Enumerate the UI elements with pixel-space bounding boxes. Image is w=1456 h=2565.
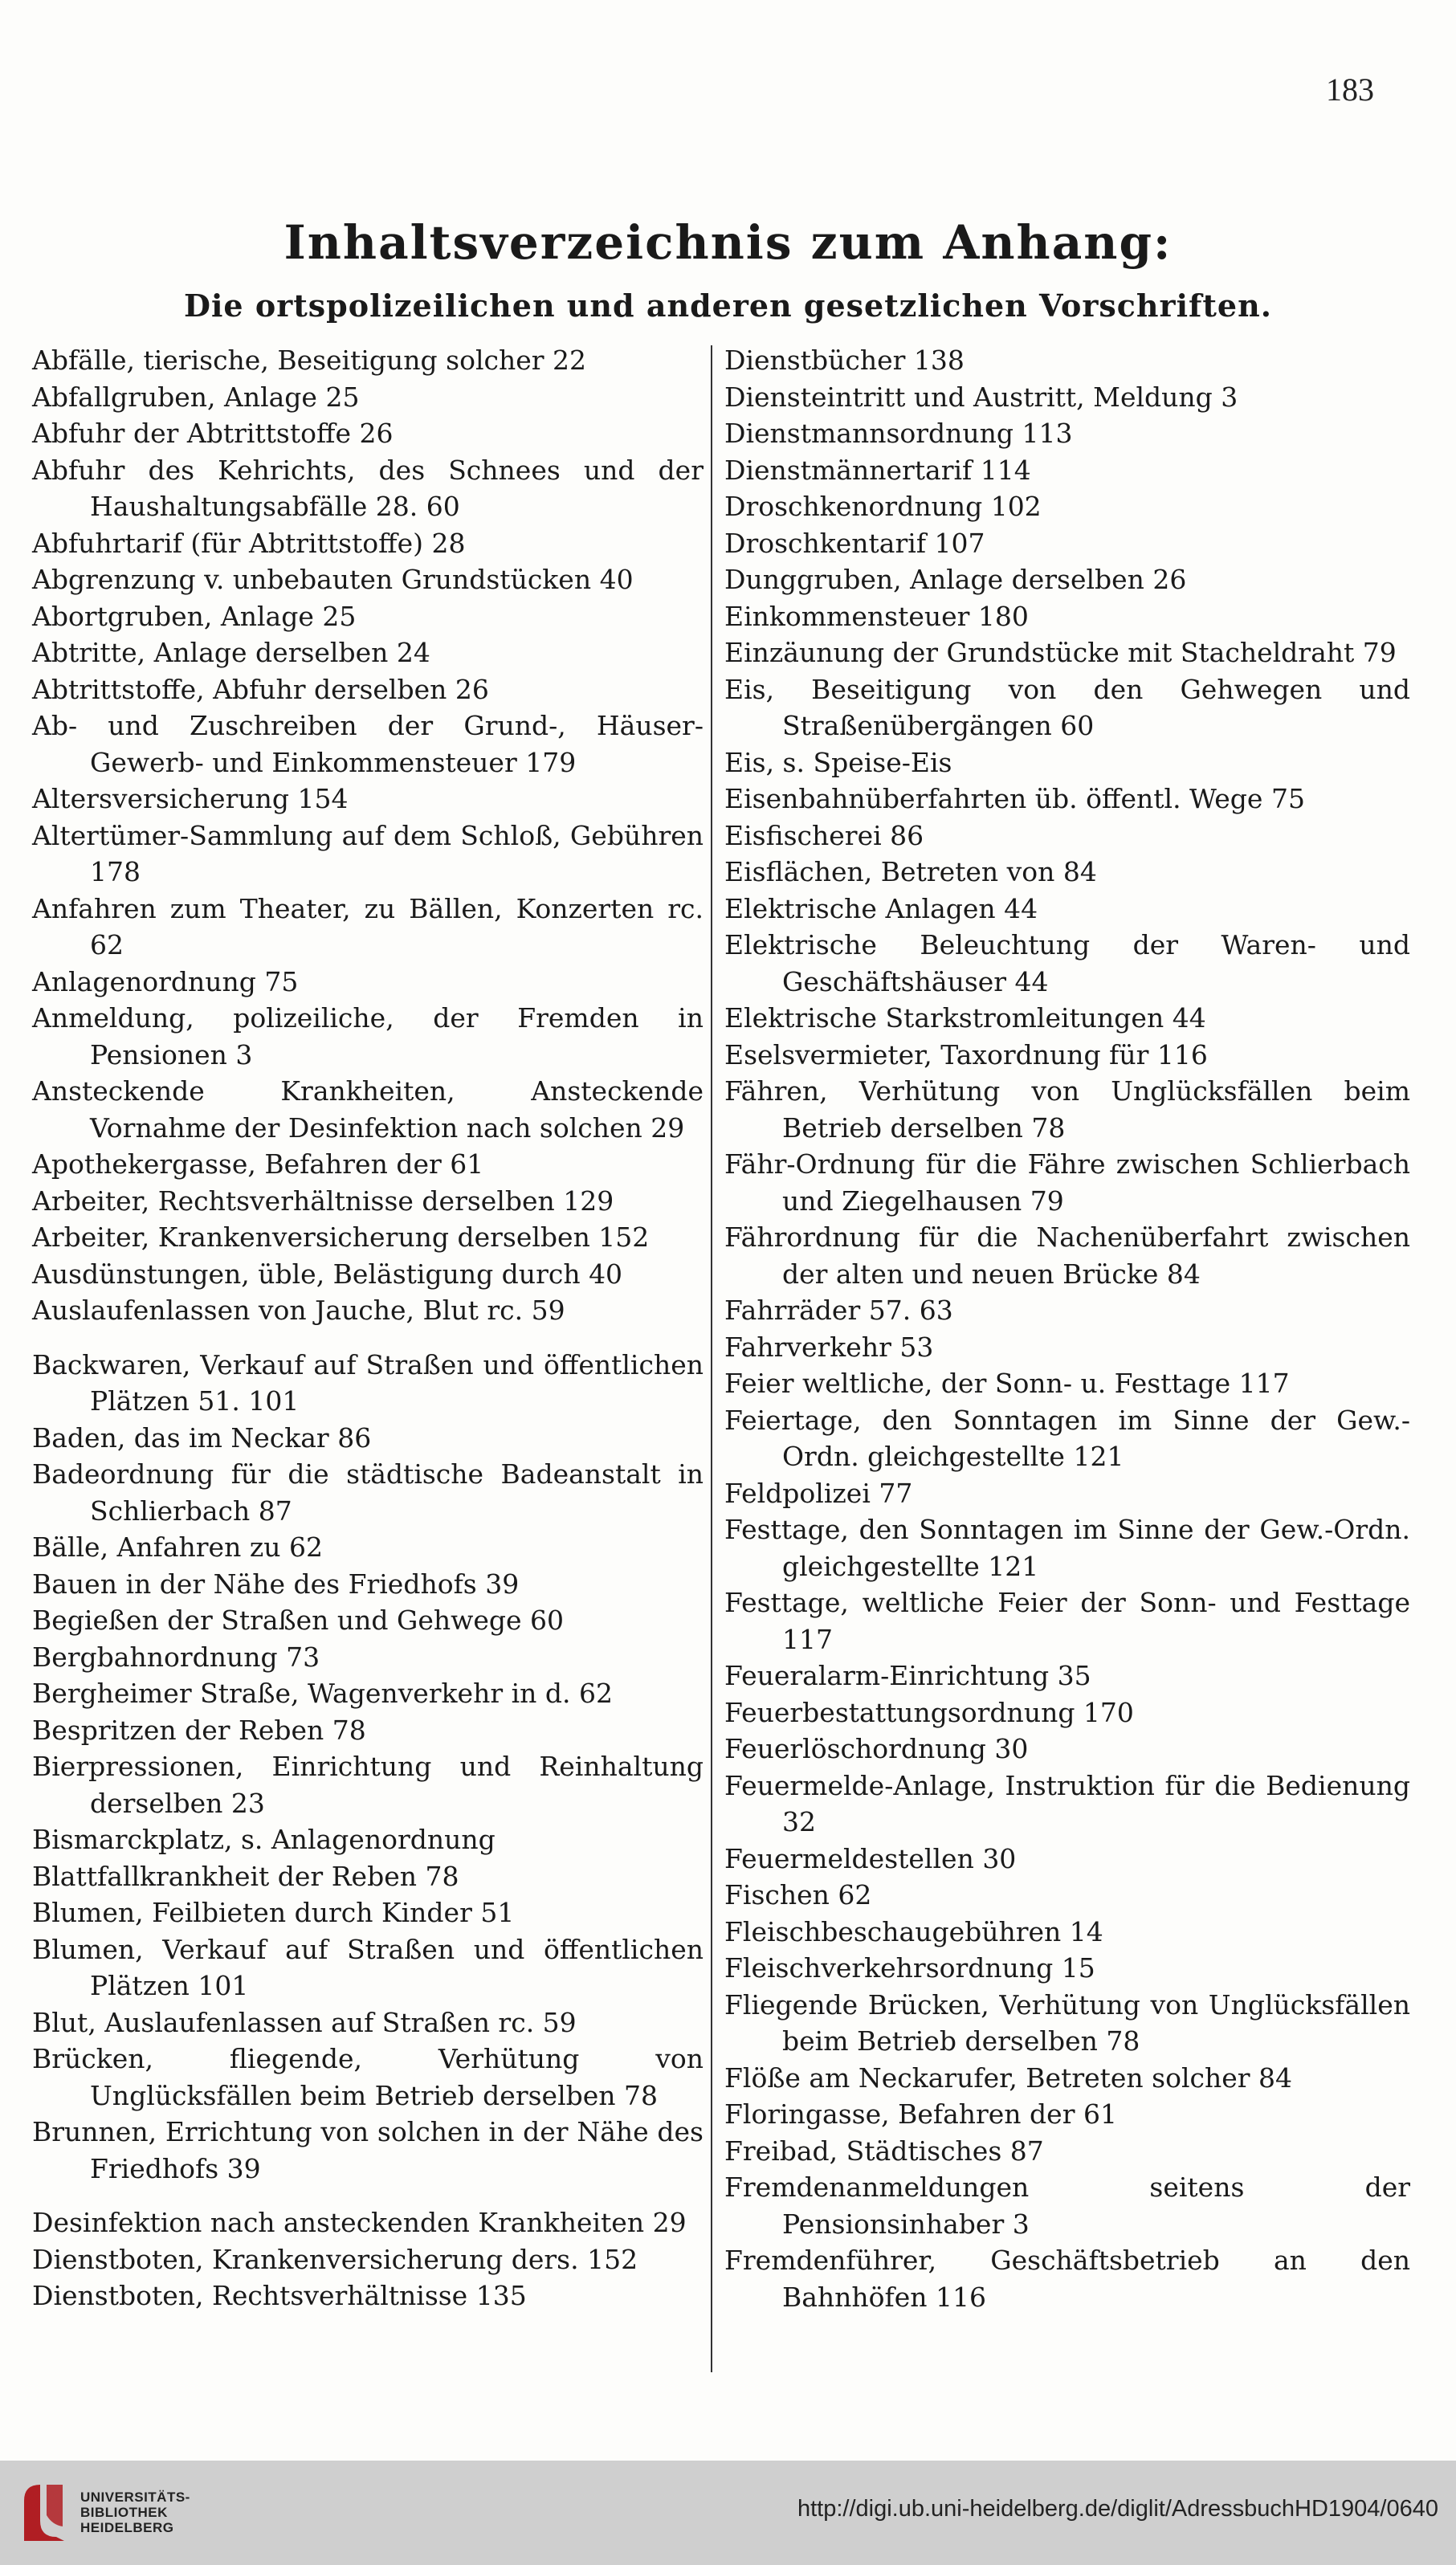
index-entry: Abfuhrtarif (für Abtrittstoffe) 28 <box>32 527 466 559</box>
index-entry: Blattfallkrankheit der Reben 78 <box>32 1860 459 1892</box>
index-entry: Dienstboten, Rechtsverhältnisse 135 <box>32 2280 527 2311</box>
index-entry: Bismarckplatz, s. Anlagenordnung <box>32 1824 496 1855</box>
index-entry: Droschkentarif 107 <box>724 527 985 559</box>
index-entry: Flöße am Neckarufer, Betreten solcher 84 <box>724 2061 1293 2094</box>
index-entry: Backwaren, Verkauf auf Straßen und öffentlichen Plätzen 51. 101 <box>32 1348 704 1417</box>
index-entry: Elektrische Starkstromleitungen 44 <box>724 1002 1206 1034</box>
index-column-right <box>724 342 1410 2366</box>
index-entry: Altertümer-Sammlung auf dem Schloß, Gebühren 178 <box>32 819 704 887</box>
index-entry: Fahrverkehr 53 <box>724 1331 934 1363</box>
page-subtitle: Die ortspolizeilichen und anderen gesetzlichen Vorschriften. <box>184 287 1272 324</box>
index-entry: Fremdenführer, Geschäftsbetrieb an den Bahnhöfen 116 <box>724 2245 1410 2313</box>
index-entry: Anlagenordnung 75 <box>32 965 299 997</box>
index-entry: Abfuhr des Kehrichts, des Schnees und der Haushaltungsabfälle 28. 60 <box>32 454 704 522</box>
index-entry: Bälle, Anfahren zu 62 <box>32 1531 323 1563</box>
index-entry: Feldpolizei 77 <box>724 1477 913 1509</box>
index-entry: Eisfischerei 86 <box>724 819 924 851</box>
index-entry: Anmeldung, polizeiliche, der Fremden in Pensionen 3 <box>32 1002 704 1070</box>
entry-gap <box>32 2187 704 2204</box>
index-entry: Blumen, Verkauf auf Straßen und öffentlichen Plätzen 101 <box>32 1933 704 2001</box>
index-entry: Feuerbestattungsordnung 170 <box>724 1696 1134 1728</box>
index-entry: Feuermelde-Anlage, Instruktion für die Bedienung 32 <box>724 1769 1410 1837</box>
index-entry: Abfuhr der Abtrittstoffe 26 <box>32 418 394 449</box>
index-entry: Abgrenzung v. unbebauten Grundstücken 40 <box>32 564 634 595</box>
index-entry: Bespritzen der Reben 78 <box>32 1714 366 1746</box>
index-entry: Fliegende Brücken, Verhütung von Unglücksfällen beim Betrieb derselben 78 <box>724 1988 1410 2057</box>
page-title: Inhaltsverzeichnis zum Anhang: <box>283 215 1173 270</box>
ub-heidelberg-logo-icon <box>16 2477 72 2549</box>
index-entry: Fähr-Ordnung für die Fähre zwischen Schlierbach und Ziegelhausen 79 <box>724 1148 1410 1217</box>
index-entry: Bergbahnordnung 73 <box>32 1641 320 1673</box>
index-entry: Abortgruben, Anlage 25 <box>32 600 357 632</box>
index-entry: Fremdenanmeldungen seitens der Pensionsinhaber 3 <box>724 2171 1410 2240</box>
index-entry: Badeordnung für die städtische Badeanstalt in Schlierbach 87 <box>32 1458 704 1527</box>
index-entry: Brücken, fliegende, Verhütung von Unglücksfällen beim Betrieb derselben 78 <box>32 2043 704 2111</box>
index-entry: Brunnen, Errichtung von solchen in der Nähe des Friedhofs 39 <box>32 2116 704 2184</box>
index-entry: Feiertage, den Sonntagen im Sinne der Gew.-Ordn. gleichgestellte 121 <box>724 1404 1410 1472</box>
index-entry: Abfälle, tierische, Beseitigung solcher 22 <box>32 345 587 376</box>
index-entry: Ansteckende Krankheiten, Ansteckende Vornahme der Desinfektion nach solchen 29 <box>32 1075 704 1144</box>
index-entry: Freibad, Städtisches 87 <box>724 2135 1044 2167</box>
footer-bar <box>0 2461 1456 2565</box>
index-entry: Blumen, Feilbieten durch Kinder 51 <box>32 1897 515 1928</box>
index-entry: Feier weltliche, der Sonn- u. Festtage 117 <box>724 1368 1290 1399</box>
index-entry: Dunggruben, Anlage derselben 26 <box>724 564 1187 595</box>
column-divider <box>711 345 712 2372</box>
logo-line-1: UNIVERSITÄTS- <box>80 2490 190 2505</box>
index-entry: Feueralarm-Einrichtung 35 <box>724 1660 1091 1691</box>
index-entry: Arbeiter, Rechtsverhältnisse derselben 129 <box>32 1185 614 1217</box>
page-number: 183 <box>1326 71 1374 108</box>
index-entry: Eselsvermieter, Taxordnung für 116 <box>724 1038 1208 1070</box>
index-entry: Elektrische Anlagen 44 <box>724 892 1038 924</box>
index-entry: Einkommensteuer 180 <box>724 600 1029 632</box>
index-entry: Fährordnung für die Nachenüberfahrt zwischen der alten und neuen Brücke 84 <box>724 1221 1410 1290</box>
index-entry: Desinfektion nach ansteckenden Krankheiten 29 <box>32 2207 687 2238</box>
index-entry: Einzäunung der Grundstücke mit Stacheldraht 79 <box>724 637 1397 668</box>
index-entry: Abtritte, Anlage derselben 24 <box>32 637 430 668</box>
index-entry: Droschkenordnung 102 <box>724 491 1042 522</box>
source-url-link[interactable]: http://digi.ub.uni-heidelberg.de/diglit/AdressbuchHD1904/0640 <box>797 2496 1438 2522</box>
index-entry: Ab- und Zuschreiben der Grund-, Häuser-Gewerb- und Einkommensteuer 179 <box>32 710 704 778</box>
logo-line-3: HEIDELBERG <box>80 2520 174 2535</box>
index-entry: Fahrräder 57. 63 <box>724 1295 953 1326</box>
index-entry: Fähren, Verhütung von Unglücksfällen beim Betrieb derselben 78 <box>724 1075 1410 1144</box>
index-entry: Arbeiter, Krankenversicherung derselben 152 <box>32 1221 650 1253</box>
index-entry: Floringasse, Befahren der 61 <box>724 2098 1117 2130</box>
index-entry: Fleischbeschaugebühren 14 <box>724 1915 1103 1947</box>
index-entry: Dienstbücher 138 <box>724 345 965 376</box>
index-entry: Bierpressionen, Einrichtung und Reinhaltung derselben 23 <box>32 1751 704 1819</box>
logo-line-2: BIBLIOTHEK <box>80 2505 168 2520</box>
index-entry: Blut, Auslaufenlassen auf Straßen rc. 59 <box>32 2006 577 2038</box>
index-entry: Anfahren zum Theater, zu Bällen, Konzerten rc. 62 <box>32 892 704 960</box>
index-entry: Eisflächen, Betreten von 84 <box>724 856 1097 887</box>
index-entry: Abfallgruben, Anlage 25 <box>32 381 360 413</box>
index-entry: Begießen der Straßen und Gehwege 60 <box>32 1605 565 1636</box>
index-entry: Festtage, den Sonntagen im Sinne der Gew.-Ordn. gleichgestellte 121 <box>724 1514 1410 1582</box>
index-entry: Feuerlöschordnung 30 <box>724 1733 1029 1764</box>
index-entry: Altersversicherung 154 <box>32 783 349 814</box>
index-entry: Feuermeldestellen 30 <box>724 1842 1017 1874</box>
index-entry: Eis, s. Speise-Eis <box>724 746 952 778</box>
index-entry: Baden, das im Neckar 86 <box>32 1421 372 1454</box>
index-entry: Eis, Beseitigung von den Gehwegen und Straßenübergängen 60 <box>724 673 1410 741</box>
library-logo-text <box>80 2490 190 2535</box>
index-entry: Bergheimer Straße, Wagenverkehr in d. 62 <box>32 1678 613 1709</box>
index-entry: Ausdünstungen, üble, Belästigung durch 40 <box>32 1258 623 1290</box>
index-entry: Diensteintritt und Austritt, Meldung 3 <box>724 381 1238 413</box>
index-entry: Apothekergasse, Befahren der 61 <box>32 1148 484 1180</box>
index-entry: Dienstmannsordnung 113 <box>724 418 1073 449</box>
index-entry: Dienstmännertarif 114 <box>724 454 1031 486</box>
index-entry: Auslaufenlassen von Jauche, Blut rc. 59 <box>32 1295 565 1326</box>
index-entry: Bauen in der Nähe des Friedhofs 39 <box>32 1568 520 1600</box>
index-entry: Eisenbahnüberfahrten üb. öffentl. Wege 75 <box>724 783 1305 814</box>
index-entry: Fleischverkehrsordnung 15 <box>724 1952 1095 1984</box>
index-entry: Fischen 62 <box>724 1879 872 1910</box>
entry-gap <box>32 1329 704 1347</box>
index-column-left <box>32 342 704 2366</box>
index-entry: Abtrittstoffe, Abfuhr derselben 26 <box>32 673 489 705</box>
index-entry: Elektrische Beleuchtung der Waren- und Geschäftshäuser 44 <box>724 929 1410 997</box>
index-entry: Dienstboten, Krankenversicherung ders. 152 <box>32 2243 638 2275</box>
index-entry: Festtage, weltliche Feier der Sonn- und Festtage 117 <box>724 1587 1410 1655</box>
